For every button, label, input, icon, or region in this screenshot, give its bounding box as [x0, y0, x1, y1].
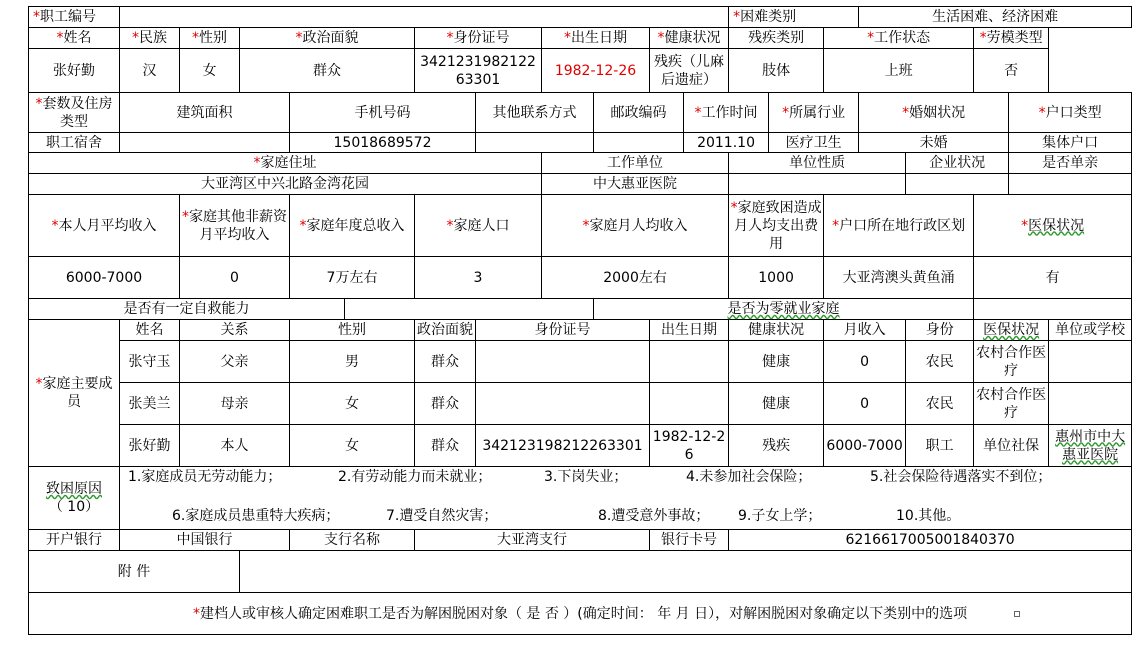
member-income[interactable]: 0: [824, 383, 906, 425]
attachment-label: 附 件: [29, 551, 240, 593]
hardship-reason-code: （ 10）: [48, 499, 100, 515]
home-address-value[interactable]: 大亚湾区中兴北路金湾花园: [29, 174, 542, 195]
other-contact-value[interactable]: [476, 133, 594, 153]
member-birth[interactable]: 1982-12-26: [650, 425, 729, 467]
member-gender[interactable]: 男: [290, 341, 415, 383]
political-value[interactable]: 群众: [240, 49, 415, 93]
hukou-type-value[interactable]: 集体户口: [1009, 133, 1132, 153]
member-relation[interactable]: 本人: [180, 425, 290, 467]
hukou-region-value[interactable]: 大亚湾澳头黄鱼涌: [824, 257, 974, 299]
political-label: *政治面貌: [240, 28, 415, 49]
confirmation-text: *建档人或审核人确定困难职工是否为解困脱困对象（ 是 否 ）(确定时间： 年 月 日），对解困脱困对象确定以下类别中的选项: [29, 593, 1132, 635]
building-area-label: 建筑面积: [120, 93, 290, 133]
postal-code-value[interactable]: [594, 133, 684, 153]
model-type-value[interactable]: 否: [974, 49, 1049, 93]
table-row: [29, 383, 1132, 425]
member-political[interactable]: 群众: [415, 383, 476, 425]
work-status-label: *工作状态: [824, 28, 974, 49]
branch-value[interactable]: 大亚湾支行: [415, 530, 650, 551]
member-name[interactable]: 张守玉: [120, 341, 180, 383]
member-name[interactable]: 张好勤: [120, 425, 180, 467]
other-income-value[interactable]: 0: [180, 257, 290, 299]
single-parent-label: 是否单亲: [1009, 153, 1132, 174]
member-name-header: 姓名: [120, 320, 180, 341]
disability-type-label: 残疾类别: [729, 28, 824, 49]
hardship-reason-label: 致困原因 （ 10）: [29, 467, 120, 530]
reason-option[interactable]: 4.未参加社会保险；: [686, 469, 812, 485]
medical-status-label: *医保状况: [974, 195, 1132, 257]
zero-employment-value[interactable]: [974, 299, 1132, 320]
self-help-value[interactable]: [345, 299, 594, 320]
reason-option[interactable]: 5.社会保险待遇落实不到位；: [870, 469, 1052, 485]
hardship-expense-value[interactable]: 1000: [729, 257, 824, 299]
id-no-value[interactable]: 342123198212263301: [415, 49, 542, 93]
hukou-type-label: *户口类型: [1009, 93, 1132, 133]
hukou-region-label: *户口所在地行政区划: [824, 195, 974, 257]
marital-value[interactable]: 未婚: [859, 133, 1009, 153]
member-unit[interactable]: [1049, 383, 1132, 425]
member-id[interactable]: [476, 341, 650, 383]
annual-income-label: *家庭年度总收入: [290, 195, 415, 257]
health-label: *健康状况: [650, 28, 729, 49]
hardship-expense-label: *家庭致困造成月人均支出费用: [729, 195, 824, 257]
work-unit-value[interactable]: 中大惠亚医院: [542, 174, 729, 195]
family-members-label: *家庭主要成员: [29, 320, 120, 467]
gender-label: *性别: [180, 28, 240, 49]
card-no-label: 银行卡号: [650, 530, 729, 551]
phone-value[interactable]: 15018689572: [290, 133, 476, 153]
member-health[interactable]: 健康: [729, 383, 824, 425]
member-birth-header: 出生日期: [650, 320, 729, 341]
member-health[interactable]: 健康: [729, 341, 824, 383]
housing-type-label: *套数及住房类型: [29, 93, 120, 133]
self-help-label: 是否有一定自救能力: [29, 299, 345, 320]
member-medical-header: 医保状况: [974, 320, 1049, 341]
member-relation[interactable]: 父亲: [180, 341, 290, 383]
member-identity[interactable]: 职工: [906, 425, 974, 467]
bank-label: 开户银行: [29, 530, 120, 551]
member-health-header: 健康状况: [729, 320, 824, 341]
single-parent-value[interactable]: [1009, 174, 1132, 195]
name-value[interactable]: 张好勤: [29, 49, 120, 93]
member-gender[interactable]: 女: [290, 425, 415, 467]
work-time-value[interactable]: 2011.10: [684, 133, 769, 153]
unit-nature-value[interactable]: [729, 174, 906, 195]
monthly-income-value[interactable]: 6000-7000: [29, 257, 180, 299]
model-type-label: *劳模类型: [974, 28, 1049, 49]
medical-status-value[interactable]: 有: [974, 257, 1132, 299]
member-id[interactable]: [476, 383, 650, 425]
table-end-marker: [1014, 611, 1020, 617]
member-name[interactable]: 张美兰: [120, 383, 180, 425]
bank-value[interactable]: 中国银行: [120, 530, 290, 551]
work-unit-label: 工作单位: [542, 153, 729, 174]
housing-type-value[interactable]: 职工宿舍: [29, 133, 120, 153]
birth-date-value[interactable]: 1982-12-26: [542, 49, 650, 93]
member-gender-header: 性别: [290, 320, 415, 341]
member-unit[interactable]: [1049, 341, 1132, 383]
enterprise-status-label: 企业状况: [906, 153, 1009, 174]
monthly-income-label: *本人月平均收入: [29, 195, 180, 257]
member-medical[interactable]: 单位社保: [974, 425, 1049, 467]
member-income[interactable]: 0: [824, 341, 906, 383]
industry-label: *所属行业: [769, 93, 859, 133]
member-health[interactable]: 残疾: [729, 425, 824, 467]
member-unit[interactable]: 惠州市中大惠亚医院: [1049, 425, 1132, 467]
emp-no-value[interactable]: [120, 7, 729, 28]
disability-type-value[interactable]: 肢体: [729, 49, 824, 93]
difficulty-type-label: *困难类别: [729, 7, 859, 28]
branch-label: 支行名称: [290, 530, 415, 551]
emp-no-label: *职工编号: [29, 7, 120, 28]
per-capita-label: *家庭月人均收入: [542, 195, 729, 257]
member-income[interactable]: 6000-7000: [824, 425, 906, 467]
marital-label: *婚姻状况: [859, 93, 1009, 133]
member-income-header: 月收入: [824, 320, 906, 341]
family-size-value[interactable]: 3: [415, 257, 542, 299]
member-medical[interactable]: 农村合作医疗: [974, 341, 1049, 383]
id-no-label: *身份证号: [415, 28, 542, 49]
birth-date-label: *出生日期: [542, 28, 650, 49]
card-no-value[interactable]: 6216617005001840370: [729, 530, 1132, 551]
table-row: [29, 341, 1132, 383]
postal-code-label: 邮政编码: [594, 93, 684, 133]
other-contact-label: 其他联系方式: [476, 93, 594, 133]
health-value[interactable]: 残疾（儿麻后遗症）: [650, 49, 729, 93]
reason-option[interactable]: 8.遭受意外事故；: [598, 508, 710, 524]
member-id-header: 身份证号: [476, 320, 650, 341]
member-gender[interactable]: 女: [290, 383, 415, 425]
reason-option[interactable]: 7.遭受自然灾害；: [386, 508, 498, 524]
building-area-value[interactable]: [120, 133, 290, 153]
work-status-value[interactable]: 上班: [824, 49, 974, 93]
reason-option[interactable]: 10.其他。: [896, 508, 961, 524]
annual-income-value[interactable]: 7万左右: [290, 257, 415, 299]
member-political[interactable]: 群众: [415, 341, 476, 383]
attachment-value[interactable]: [240, 551, 1132, 593]
table-row: [29, 425, 1132, 467]
member-id[interactable]: 342123198212263301: [476, 425, 650, 467]
member-unit-header: 单位或学校: [1049, 320, 1132, 341]
member-political[interactable]: 群众: [415, 425, 476, 467]
name-label: *姓名: [29, 28, 120, 49]
reason-option[interactable]: 6.家庭成员患重特大疾病；: [172, 508, 340, 524]
reason-option[interactable]: 2.有劳动能力而未就业；: [338, 469, 492, 485]
employee-hardship-form: [28, 6, 1132, 635]
member-medical[interactable]: 农村合作医疗: [974, 383, 1049, 425]
member-political-header: 政治面貌: [415, 320, 476, 341]
hardship-reasons: [120, 467, 1132, 530]
reason-option[interactable]: 9.子女上学；: [738, 508, 822, 524]
industry-value[interactable]: 医疗卫生: [769, 133, 859, 153]
gender-value[interactable]: 女: [180, 49, 240, 93]
member-birth[interactable]: [650, 341, 729, 383]
other-income-label: *家庭其他非薪资月平均收入: [180, 195, 290, 257]
zero-employment-label: 是否为零就业家庭: [594, 299, 974, 320]
member-identity[interactable]: 农民: [906, 383, 974, 425]
ethnicity-value[interactable]: 汉: [120, 49, 180, 93]
reason-option[interactable]: 3.下岗失业；: [544, 469, 628, 485]
member-identity-header: 身份: [906, 320, 974, 341]
home-address-label: *家庭住址: [29, 153, 542, 174]
phone-label: 手机号码: [290, 93, 476, 133]
member-birth[interactable]: [650, 383, 729, 425]
member-identity[interactable]: 农民: [906, 341, 974, 383]
member-relation[interactable]: 母亲: [180, 383, 290, 425]
family-size-label: *家庭人口: [415, 195, 542, 257]
reason-option[interactable]: 1.家庭成员无劳动能力；: [128, 469, 282, 485]
difficulty-type-value[interactable]: 生活困难、经济困难: [859, 7, 1132, 28]
enterprise-status-value[interactable]: [906, 174, 1009, 195]
member-relation-header: 关系: [180, 320, 290, 341]
work-time-label: *工作时间: [684, 93, 769, 133]
unit-nature-label: 单位性质: [729, 153, 906, 174]
ethnicity-label: *民族: [120, 28, 180, 49]
per-capita-value[interactable]: 2000左右: [542, 257, 729, 299]
